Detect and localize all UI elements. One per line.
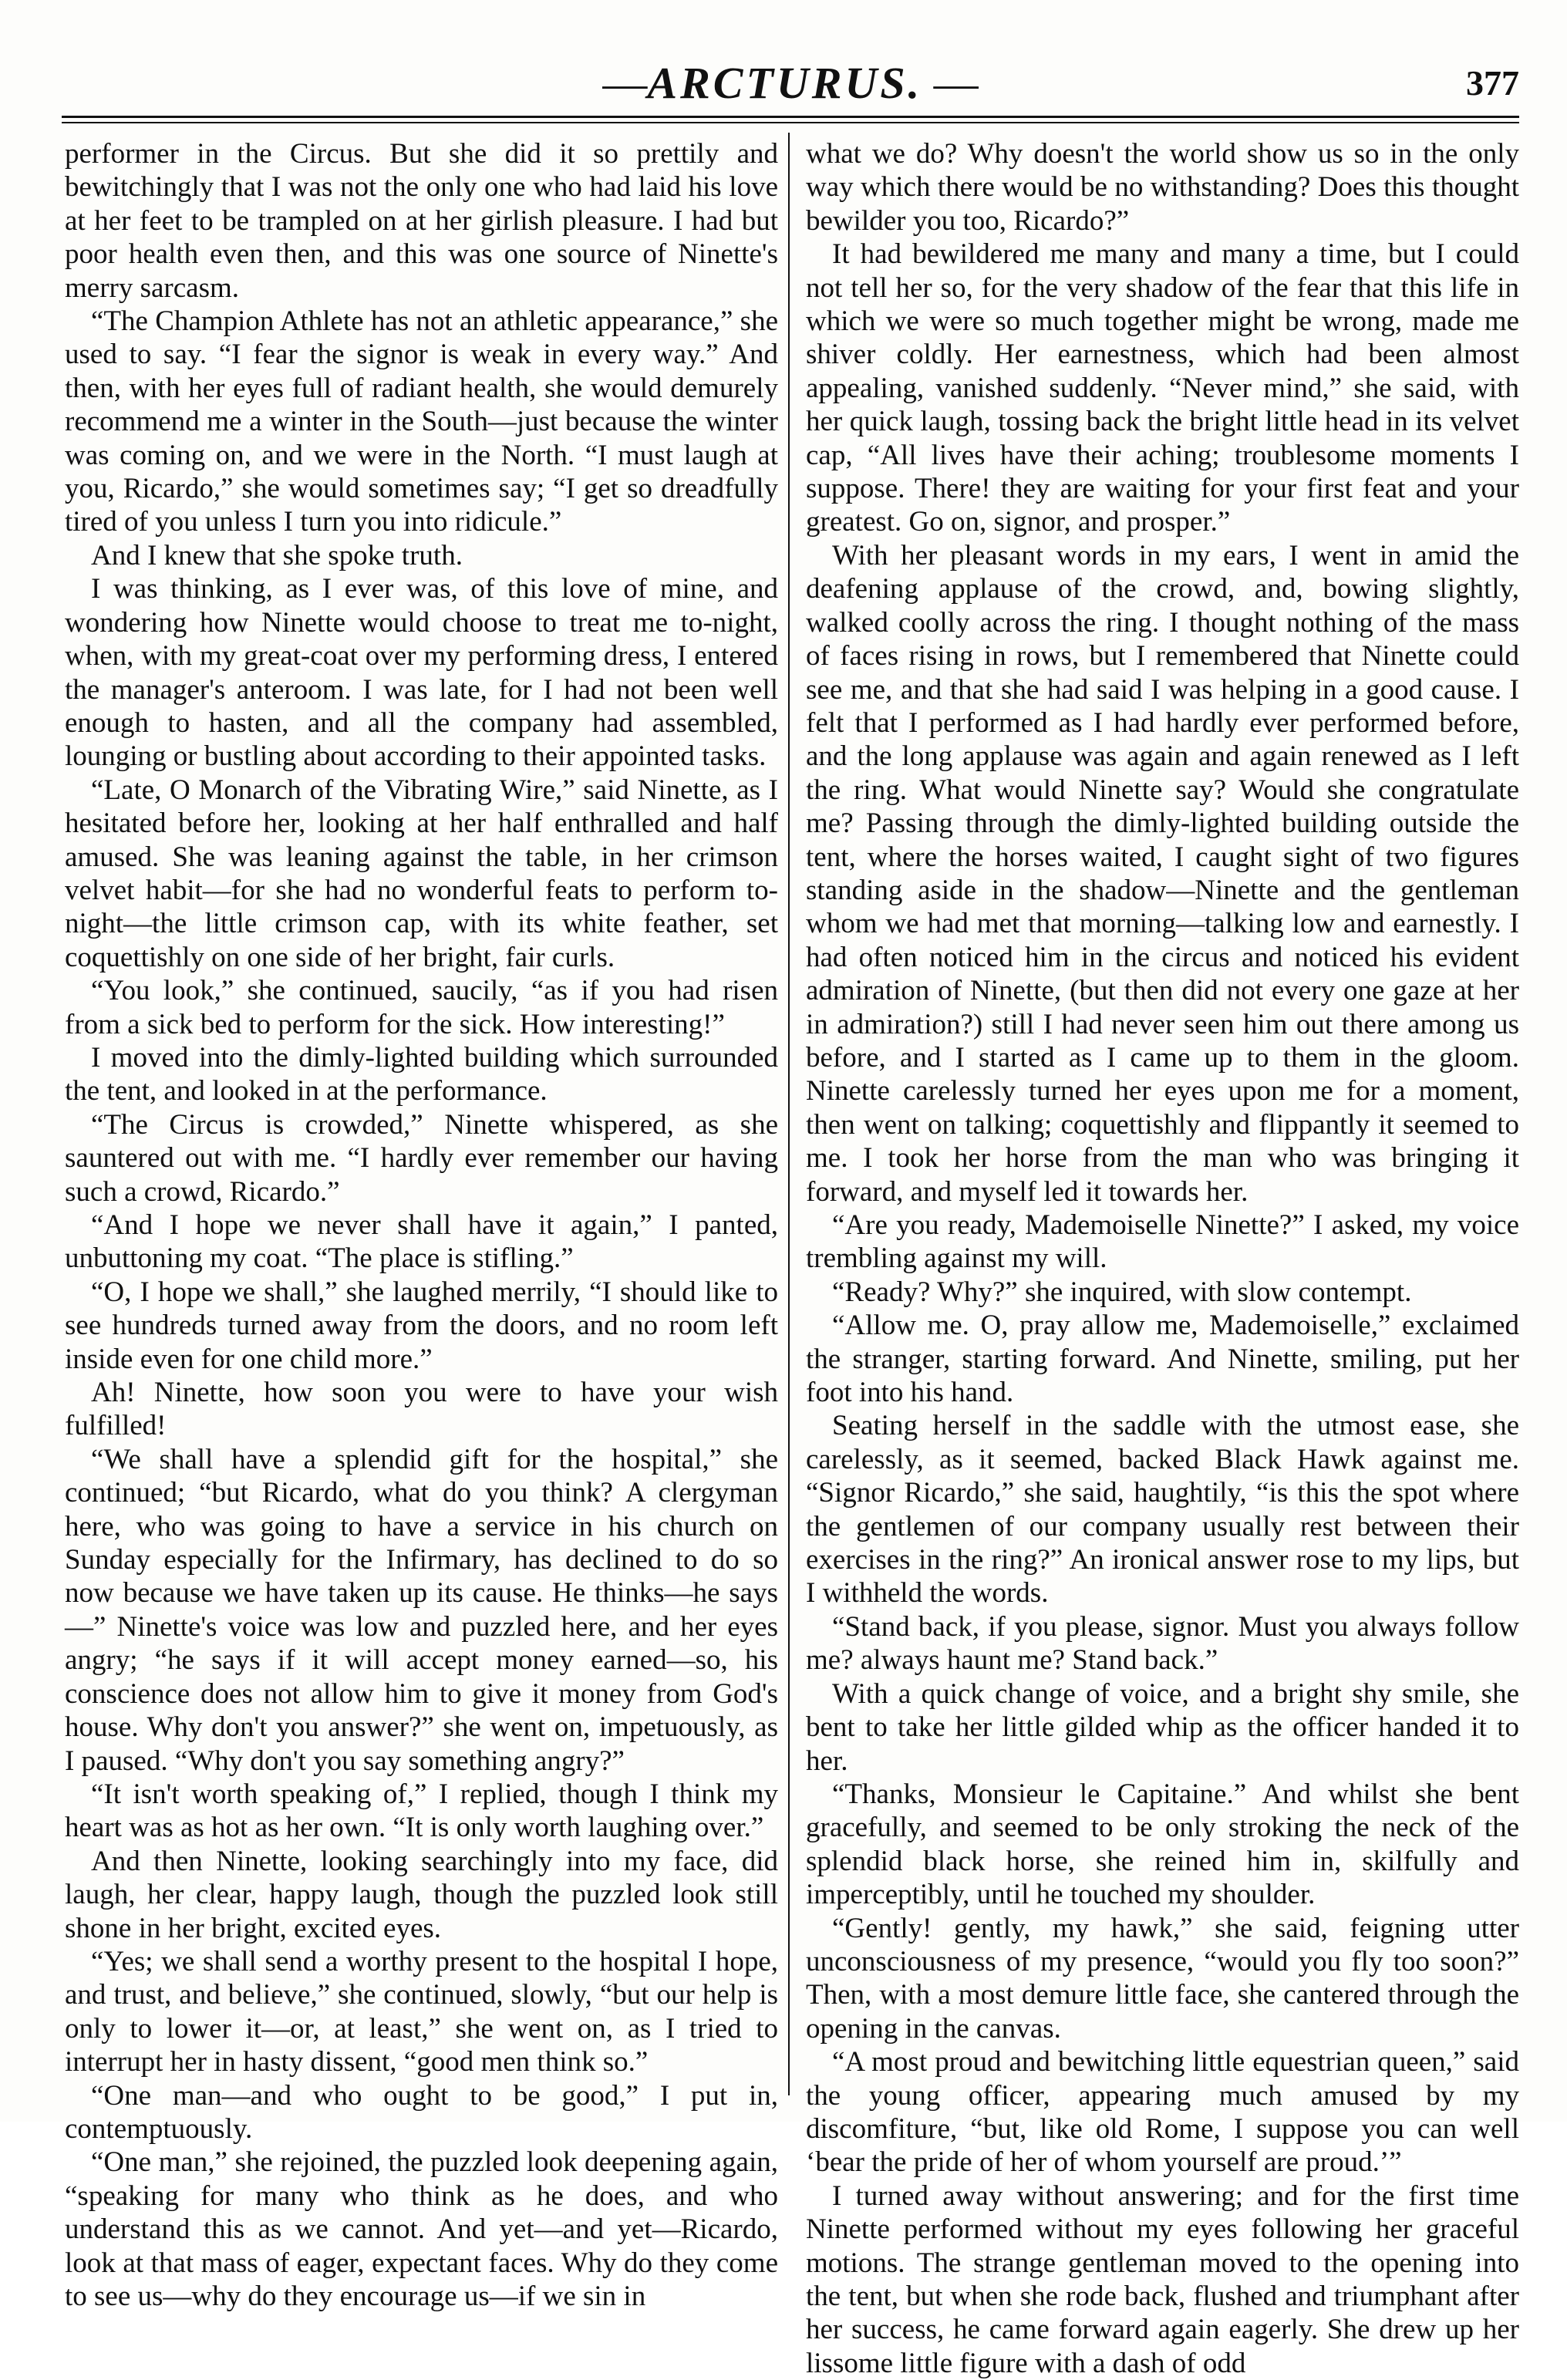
- paragraph: “Late, O Monarch of the Vibrating Wire,” said Ninette, as I hesitated before her, looking at her half enthralled and half amused. She was leaning against the table, in her crimson velvet habit—for she had no wonderful feats to perform to-night—the little crimson cap, with its white feather, set coquettishly on one side of her bright, fair curls.: [65, 774, 778, 973]
- paragraph: “O, I hope we shall,” she laughed merrily, “I should like to see hundreds turned away from the doors, and no room left inside even for one child more.”: [65, 1276, 778, 1375]
- page-number: 377: [1466, 63, 1519, 103]
- paragraph: what we do? Why doesn't the world show us so in the only way which there would be no withstanding? Does this thought bewilder you too, Ricardo?”: [806, 138, 1519, 237]
- paragraph: performer in the Circus. But she did it so prettily and bewitchingly that I was not the only one who had laid his love at her feet to be trampled on at her girlish pleasure. I had but poor health even then, and this was one source of Ninette's merry sarcasm.: [65, 138, 778, 304]
- paragraph: “Stand back, if you please, signor. Must you always follow me? always haunt me? Stand back.”: [806, 1610, 1519, 1677]
- paragraph: “One man,” she rejoined, the puzzled look deepening again, “speaking for many who think as he does, and who understand this as we cannot. And yet—and yet—Ricardo, look at that mass of eager, expectant faces. Why do they come to see us—why do they encourage us—if we sin in: [65, 2146, 778, 2312]
- paragraph: I was thinking, as I ever was, of this love of mine, and wondering how Ninette would choose to treat me to-night, when, with my great-coat over my performing dress, I entered the manager's anteroom. I was late, for I had not been well enough to hasten, and all the company had assembled, lounging or bustling about according to their appointed tasks.: [65, 573, 778, 773]
- paragraph: “It isn't worth speaking of,” I replied, though I think my heart was as hot as her own. “It is only worth laughing over.”: [65, 1778, 778, 1844]
- running-title: —ARCTURUS. —: [602, 58, 979, 108]
- paragraph: Seating herself in the saddle with the utmost ease, she carelessly, as it seemed, backed Black Hawk against me. “Signor Ricardo,” she said, haughtily, “is this the spot where the gentlemen of our company usually rest between their exercises in the ring?” An ironical answer rose to my lips, but I withheld the words.: [806, 1410, 1519, 1610]
- paragraph: “Gently! gently, my hawk,” she said, feigning utter unconsciousness of my presence, “would you fly too soon?” Then, with a most demure little face, she cantered through the opening in the canvas.: [806, 1912, 1519, 2045]
- header-rule-thick: [62, 116, 1519, 118]
- paragraph: I turned away without answering; and for the first time Ninette performed without my eyes following her graceful motions. The strange gentleman moved to the opening into the tent, but when she rode back, flushed and triumphant after her success, he came forward again eagerly. She drew up her lissome little figure with a dash of odd: [806, 2179, 1519, 2379]
- paragraph: And I knew that she spoke truth.: [91, 539, 463, 571]
- column-divider: [788, 133, 790, 2095]
- paragraph: “You look,” she continued, saucily, “as if you had risen from a sick bed to perform for the sick. How interesting!”: [65, 975, 778, 1040]
- running-header: [62, 52, 1519, 114]
- paragraph: “Yes; we shall send a worthy present to the hospital I hope, and trust, and believe,” she continued, slowly, “but our help is only to lower it—or, at least,” she went on, as I tried to interrupt her in hasty dissent, “good men think so.”: [65, 1945, 778, 2078]
- paragraph: “Ready? Why?” she inquired, with slow contempt.: [832, 1276, 1412, 1308]
- paragraph: And then Ninette, looking searchingly into my face, did laugh, her clear, happy laugh, though the puzzled look still shone in her bright, excited eyes.: [65, 1845, 778, 1944]
- paragraph: “The Circus is crowded,” Ninette whispered, as she sauntered out with me. “I hardly ever remember our having such a crowd, Ricardo.”: [65, 1108, 778, 1208]
- paragraph: With her pleasant words in my ears, I went in amid the deafening applause of the crowd, and, bowing slightly, walked coolly across the ring. I thought nothing of the mass of faces rising in rows, but I remembered that Ninette could see me, and that she had said I was helping in a good cause. I felt that I performed as I had hardly ever performed before, and the long applause was again and again renewed as I left the ring. What would Ninette say? Would she congratulate me? Passing through the dimly-lighted building outside the tent, where the horses waited, I caught sight of two figures standing aside in the shadow—Ninette and the gentleman whom we had met that morning—talking low and earnestly. I had often noticed him in the circus and noticed his evident admiration of Ninette, (but then did not every one gaze at her in admiration?) still I had never seen him out there among us before, and I started as I came up to them in the gloom. Ninette carelessly turned her eyes upon me for a moment, then went on talking; coquettishly and flippantly it seemed to me. I took her horse from the man who was bringing it forward, and myself led it towards her.: [806, 539, 1519, 1208]
- paragraph: “The Champion Athlete has not an athletic appearance,” she used to say. “I fear the signor is weak in every way.” And then, with her eyes full of radiant health, she would demurely recommend me a winter in the South—just because the winter was coming on, and we were in the North. “I must laugh at you, Ricardo,” she would sometimes say; “I get so dreadfully tired of you unless I turn you into ridicule.”: [65, 305, 778, 538]
- header-rule-thin: [62, 122, 1519, 123]
- paragraph: Ah! Ninette, how soon you were to have your wish fulfilled!: [65, 1377, 778, 1442]
- right-column: [806, 137, 1519, 2379]
- paragraph: “Allow me. O, pray allow me, Mademoiselle,” exclaimed the stranger, starting forward. And Ninette, smiling, put her foot into his hand.: [806, 1310, 1519, 1409]
- paragraph: “We shall have a splendid gift for the hospital,” she continued; “but Ricardo, what do you think? A clergyman here, who was going to have a service in his church on Sunday especially for the Infirmary, has declined to do so now because we have taken up its cause. He thinks—he says—” Ninette's voice was low and puzzled here, and her eyes angry; “he says if it will accept money earned—so, his conscience does not allow him to give it money from God's house. Why don't you answer?” she went on, impetuously, as I paused. “Why don't you say something angry?”: [65, 1443, 778, 1777]
- paragraph: I moved into the dimly-lighted building which surrounded the tent, and looked in at the performance.: [65, 1041, 778, 1107]
- paragraph: “And I hope we never shall have it again,” I panted, unbuttoning my coat. “The place is stifling.”: [65, 1209, 778, 1275]
- paragraph: “A most proud and bewitching little equestrian queen,” said the young officer, appearing much amused by my discomfiture, “but, like old Rome, I suppose you can well ‘bear the pride of her of whom yourself are proud.’”: [806, 2046, 1519, 2179]
- paragraph: “One man—and who ought to be good,” I put in, contemptuously.: [65, 2079, 778, 2145]
- running-title-text: ARCTURUS.: [647, 58, 923, 108]
- paragraph: “Are you ready, Mademoiselle Ninette?” I asked, my voice trembling against my will.: [806, 1209, 1519, 1275]
- paragraph: With a quick change of voice, and a bright shy smile, she bent to take her little gilded whip as the officer handed it to her.: [806, 1677, 1519, 1777]
- left-column: [65, 137, 778, 2312]
- paragraph: It had bewildered me many and many a time, but I could not tell her so, for the very shadow of the fear that this life in which we were so much together might be wrong, made me shiver coldly. Her earnestness, which had been almost appealing, vanished suddenly. “Never mind,” she said, with her quick laugh, tossing back the bright little head in its velvet cap, “All lives have their aching; troublesome moments I suppose. There! they are waiting for your first feat and your greatest. Go on, signor, and prosper.”: [806, 238, 1519, 538]
- paragraph: “Thanks, Monsieur le Capitaine.” And whilst she bent gracefully, and seemed to be only stroking the neck of the splendid black horse, she reined him in, skilfully and imperceptibly, until he touched my shoulder.: [806, 1778, 1519, 1911]
